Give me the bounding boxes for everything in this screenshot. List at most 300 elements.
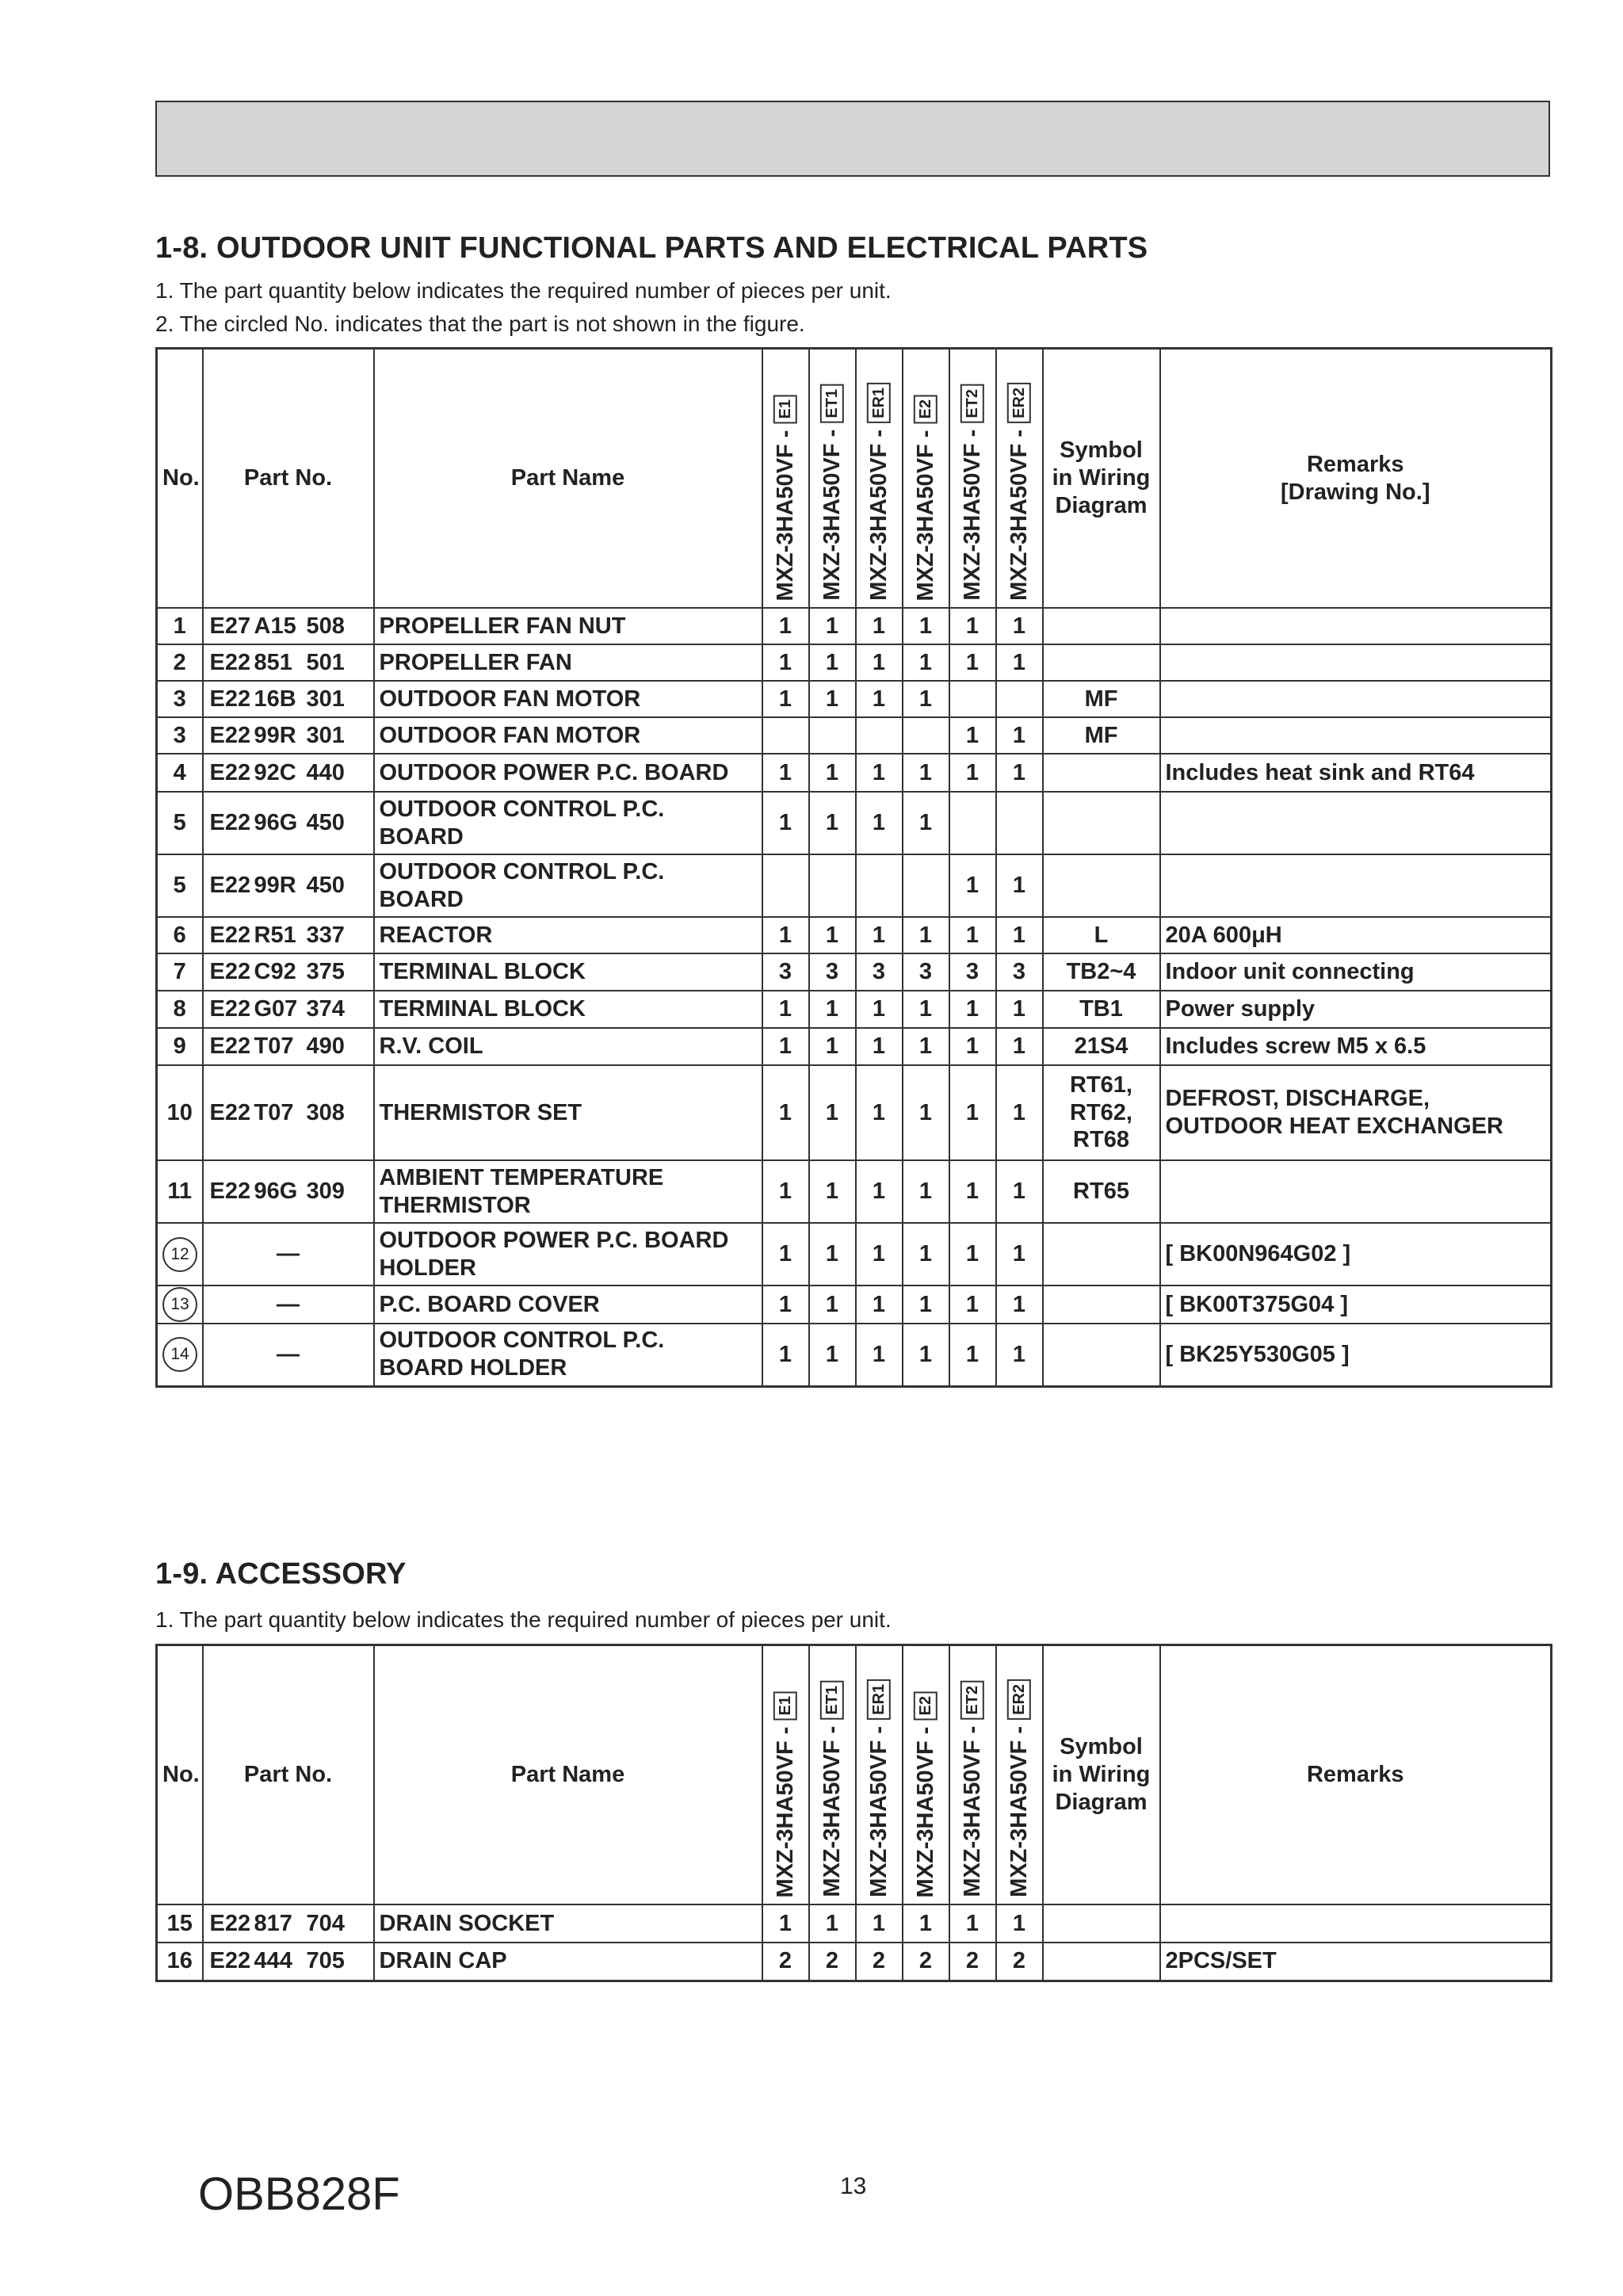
header-row — [157, 349, 1552, 609]
row-qty-e1: 1 — [762, 681, 809, 717]
header-model-er2 — [996, 1645, 1043, 1905]
part-no-segment: E22 — [209, 1099, 251, 1125]
part-no-segment: E22 — [209, 996, 251, 1022]
row-qty-et2: 1 — [949, 1065, 996, 1160]
row-qty-e1: 2 — [762, 1943, 809, 1981]
row-qty-et2: 1 — [949, 991, 996, 1028]
row-remarks — [1160, 1943, 1552, 1981]
row-qty-e1: 1 — [762, 1160, 809, 1223]
row-qty-er2 — [996, 792, 1043, 854]
row-symbol — [1043, 754, 1160, 792]
row-qty-er2: 1 — [996, 608, 1043, 644]
row-qty-er2: 1 — [996, 1904, 1043, 1943]
row-part-name — [374, 717, 762, 754]
part-no-segment: 99R — [254, 873, 296, 899]
table-row — [157, 754, 1552, 792]
row-symbol — [1043, 681, 1160, 717]
circled-number: 12 — [162, 1237, 197, 1272]
row-qty-er1: 1 — [856, 991, 903, 1028]
row-symbol — [1043, 1904, 1160, 1943]
header-no: No. — [157, 349, 203, 609]
part-no-segment: E22 — [209, 959, 251, 985]
functional-parts-table — [155, 347, 1552, 1388]
row-part-no: — — [203, 1324, 374, 1386]
row-qty-et1 — [809, 854, 856, 917]
model-suffix-box: E2 — [914, 395, 938, 423]
model-label — [857, 1646, 902, 1904]
row-qty-e1: 1 — [762, 1904, 809, 1943]
row-qty-er1: 1 — [856, 608, 903, 644]
row-qty-e2: 1 — [903, 1223, 949, 1286]
header-part-name: Part Name — [374, 349, 762, 609]
row-qty-et2: 1 — [949, 1160, 996, 1223]
part-no-segment: 337 — [306, 922, 345, 948]
header-model-e1 — [762, 349, 809, 609]
model-prefix: MXZ-3HA50VF - — [912, 1720, 938, 1897]
model-suffix-box: ET1 — [820, 1681, 844, 1720]
model-label — [763, 1646, 808, 1904]
row-qty-er1 — [856, 854, 903, 917]
model-label — [857, 350, 902, 607]
row-part-no — [203, 854, 374, 917]
row-qty-e1: 1 — [762, 1286, 809, 1324]
header-remarks — [1160, 349, 1552, 609]
model-suffix-box: ER2 — [1007, 383, 1031, 423]
row-qty-et2: 1 — [949, 608, 996, 644]
row-no: 6 — [157, 917, 203, 953]
table-row — [157, 681, 1552, 717]
header-model-et2 — [949, 1645, 996, 1905]
row-qty-er2: 1 — [996, 717, 1043, 754]
row-remarks — [1160, 1065, 1552, 1160]
row-part-name — [374, 1943, 762, 1981]
row-qty-e1: 1 — [762, 608, 809, 644]
row-remarks — [1160, 1286, 1552, 1324]
row-qty-et2: 1 — [949, 754, 996, 792]
model-label — [950, 350, 995, 607]
table-row — [157, 717, 1552, 754]
row-qty-e2: 1 — [903, 1324, 949, 1386]
remarks-line: Includes heat sink and RT64 — [1165, 759, 1475, 785]
model-suffix-box: E1 — [773, 1691, 797, 1720]
row-remarks — [1160, 1028, 1552, 1065]
part-name-line: TERMINAL BLOCK — [379, 996, 586, 1022]
header-part-no: Part No. — [203, 1645, 374, 1905]
header-model-e2 — [903, 1645, 949, 1905]
circled-number: 13 — [162, 1287, 197, 1322]
symbol-line: RT61, — [1070, 1072, 1132, 1098]
remarks-line: Includes screw M5 x 6.5 — [1165, 1033, 1426, 1060]
part-no-segment: 444 — [254, 1948, 292, 1974]
row-part-no — [203, 717, 374, 754]
row-part-no — [203, 681, 374, 717]
header-banner — [155, 101, 1550, 177]
row-part-name — [374, 1904, 762, 1943]
table-row — [157, 917, 1552, 953]
row-qty-er1: 1 — [856, 644, 903, 681]
remarks-line: Indoor unit connecting — [1165, 959, 1415, 985]
row-qty-et1: 1 — [809, 754, 856, 792]
part-no-segment: 508 — [306, 613, 345, 639]
row-remarks — [1160, 1223, 1552, 1286]
header-model-er2 — [996, 349, 1043, 609]
row-qty-e2 — [903, 717, 949, 754]
part-no-segment: 308 — [306, 1099, 345, 1125]
row-part-name — [374, 1223, 762, 1286]
row-no: 3 — [157, 681, 203, 717]
row-remarks — [1160, 681, 1552, 717]
row-qty-et2: 1 — [949, 854, 996, 917]
row-qty-e1 — [762, 717, 809, 754]
note-quantity: 1. The part quantity below indicates the required number of pieces per unit. — [155, 278, 892, 303]
row-qty-er1: 1 — [856, 754, 903, 792]
row-symbol — [1043, 1223, 1160, 1286]
row-qty-e1: 1 — [762, 1065, 809, 1160]
row-no: 9 — [157, 1028, 203, 1065]
row-qty-er2: 2 — [996, 1943, 1043, 1981]
row-qty-e2: 3 — [903, 953, 949, 991]
model-name — [959, 369, 987, 607]
part-no-segment: E22 — [209, 1948, 251, 1974]
part-name-line: BOARD HOLDER — [379, 1355, 567, 1381]
row-qty-er2: 1 — [996, 1028, 1043, 1065]
part-no-segment: 374 — [306, 996, 345, 1022]
part-name-line: TERMINAL BLOCK — [379, 959, 586, 985]
part-no-segment: 99R — [254, 722, 296, 748]
part-name-line: AMBIENT TEMPERATURE — [379, 1164, 664, 1190]
row-qty-er1: 3 — [856, 953, 903, 991]
part-name-line: PROPELLER FAN NUT — [379, 613, 626, 639]
row-qty-et2 — [949, 792, 996, 854]
row-remarks — [1160, 644, 1552, 681]
part-name-line: OUTDOOR CONTROL P.C. — [379, 858, 665, 884]
header-remarks-line: [Drawing No.] — [1281, 479, 1430, 505]
header-symbol-line: in Wiring — [1052, 465, 1151, 491]
row-qty-et2: 1 — [949, 1324, 996, 1386]
row-qty-er1: 2 — [856, 1943, 903, 1981]
remarks-line: [ BK00N964G02 ] — [1165, 1241, 1351, 1267]
table-row — [157, 1943, 1552, 1981]
part-no-segment: 450 — [306, 810, 345, 836]
symbol-line: RT62, — [1070, 1099, 1132, 1125]
row-part-name — [374, 917, 762, 953]
row-qty-et2: 1 — [949, 644, 996, 681]
row-remarks — [1160, 854, 1552, 917]
header-model-et1 — [809, 1645, 856, 1905]
part-no-segment: E22 — [209, 1179, 251, 1205]
table-row — [157, 1904, 1552, 1943]
row-no: 15 — [157, 1904, 203, 1943]
row-qty-e1: 3 — [762, 953, 809, 991]
table-row — [157, 792, 1552, 854]
row-part-no — [203, 991, 374, 1028]
remarks-line: [ BK25Y530G05 ] — [1165, 1341, 1350, 1367]
part-no-segment: 301 — [306, 686, 345, 712]
row-part-name — [374, 1028, 762, 1065]
part-no-segment: 450 — [306, 873, 345, 899]
row-part-no — [203, 1943, 374, 1981]
part-name-line: OUTDOOR FAN MOTOR — [379, 722, 641, 748]
model-name — [819, 1665, 846, 1904]
part-no-segment: 705 — [306, 1948, 345, 1974]
part-no-segment: T07 — [254, 1099, 294, 1125]
row-remarks — [1160, 1904, 1552, 1943]
row-part-name — [374, 1324, 762, 1386]
row-qty-er1: 1 — [856, 1286, 903, 1324]
model-label — [810, 1646, 855, 1904]
row-qty-e2: 1 — [903, 1160, 949, 1223]
table-row — [157, 1160, 1552, 1223]
model-name — [912, 1675, 940, 1904]
symbol-line: TB1 — [1079, 996, 1123, 1022]
section-title-functional-parts: 1-8. OUTDOOR UNIT FUNCTIONAL PARTS AND ELECTRICAL PARTS — [155, 231, 1148, 265]
model-name — [1006, 1664, 1033, 1904]
row-symbol — [1043, 1065, 1160, 1160]
model-name — [959, 1665, 987, 1904]
model-name — [1006, 367, 1033, 607]
row-qty-er2: 1 — [996, 854, 1043, 917]
model-suffix-box: ET2 — [960, 384, 984, 423]
row-part-no — [203, 1065, 374, 1160]
row-no: 3 — [157, 717, 203, 754]
table-row — [157, 608, 1552, 644]
model-name — [819, 369, 846, 607]
row-qty-er1: 1 — [856, 917, 903, 953]
table-row — [157, 1286, 1552, 1324]
row-symbol — [1043, 1160, 1160, 1223]
row-qty-et2: 1 — [949, 1286, 996, 1324]
row-symbol — [1043, 917, 1160, 953]
row-remarks — [1160, 608, 1552, 644]
row-remarks — [1160, 754, 1552, 792]
part-name-line: BOARD — [379, 886, 464, 912]
row-qty-e2 — [903, 854, 949, 917]
table-row — [157, 644, 1552, 681]
model-prefix: MXZ-3HA50VF - — [865, 1720, 892, 1897]
part-no-segment: R51 — [254, 922, 296, 948]
table-row — [157, 1223, 1552, 1286]
row-qty-e1: 1 — [762, 917, 809, 953]
model-prefix: MXZ-3HA50VF - — [959, 1720, 985, 1897]
model-prefix: MXZ-3HA50VF - — [819, 1720, 845, 1897]
row-qty-e2: 1 — [903, 991, 949, 1028]
table-row — [157, 1324, 1552, 1386]
part-name-line: THERMISTOR — [379, 1192, 531, 1218]
row-qty-et1: 1 — [809, 1286, 856, 1324]
part-no-segment: E22 — [209, 759, 251, 785]
row-part-name — [374, 644, 762, 681]
row-no: 11 — [157, 1160, 203, 1223]
row-part-no: — — [203, 1286, 374, 1324]
header-model-e2 — [903, 349, 949, 609]
row-qty-er2: 3 — [996, 953, 1043, 991]
model-name — [865, 1664, 893, 1904]
part-no-segment: C92 — [254, 959, 296, 985]
symbol-line: 21S4 — [1074, 1033, 1128, 1060]
header-remarks — [1160, 1645, 1552, 1905]
model-suffix-box: E2 — [914, 1691, 938, 1720]
row-qty-er2: 1 — [996, 754, 1043, 792]
part-no-segment: E22 — [209, 649, 251, 675]
header-model-et2 — [949, 349, 996, 609]
row-symbol — [1043, 991, 1160, 1028]
row-part-name — [374, 608, 762, 644]
row-no — [157, 1324, 203, 1386]
remarks-line: DEFROST, DISCHARGE, — [1165, 1086, 1430, 1112]
remarks-line: [ BK00T375G04 ] — [1165, 1291, 1348, 1317]
header-row — [157, 1645, 1552, 1905]
row-qty-er2: 1 — [996, 1324, 1043, 1386]
part-no-segment: E27 — [209, 613, 251, 639]
circled-number: 14 — [162, 1337, 197, 1372]
model-label — [997, 1646, 1042, 1904]
row-qty-er1: 1 — [856, 1160, 903, 1223]
row-qty-et2: 2 — [949, 1943, 996, 1981]
model-suffix-box: ER1 — [867, 383, 891, 423]
row-part-no — [203, 1160, 374, 1223]
row-qty-er2: 1 — [996, 1223, 1043, 1286]
part-no-segment: 16B — [254, 686, 296, 712]
row-qty-e1: 1 — [762, 991, 809, 1028]
row-qty-er1: 1 — [856, 1324, 903, 1386]
remarks-line: Power supply — [1165, 996, 1316, 1022]
row-qty-er2 — [996, 681, 1043, 717]
header-remarks-line: Remarks — [1306, 1762, 1404, 1788]
accessory-table — [155, 1644, 1552, 1982]
row-no: 5 — [157, 854, 203, 917]
row-part-no — [203, 608, 374, 644]
part-name-line: THERMISTOR SET — [379, 1099, 582, 1125]
row-qty-e1: 1 — [762, 1028, 809, 1065]
model-suffix-box: ER2 — [1007, 1679, 1031, 1720]
model-label — [903, 1646, 949, 1904]
part-name-line: OUTDOOR CONTROL P.C. — [379, 1328, 665, 1354]
row-part-name — [374, 854, 762, 917]
symbol-line: RT65 — [1073, 1179, 1129, 1205]
part-no-segment: G07 — [254, 996, 298, 1022]
model-label — [997, 350, 1042, 607]
row-qty-e2: 1 — [903, 1904, 949, 1943]
header-symbol-line: Symbol — [1060, 437, 1143, 464]
header-symbol-line: in Wiring — [1052, 1762, 1151, 1788]
row-qty-e1: 1 — [762, 1223, 809, 1286]
row-qty-e2: 1 — [903, 608, 949, 644]
model-name — [772, 1675, 800, 1904]
row-qty-et1: 1 — [809, 608, 856, 644]
row-qty-e2: 1 — [903, 917, 949, 953]
row-qty-et2: 1 — [949, 917, 996, 953]
row-qty-et1: 1 — [809, 1160, 856, 1223]
header-symbol-line: Symbol — [1060, 1734, 1143, 1760]
part-name-line: HOLDER — [379, 1255, 476, 1281]
model-prefix: MXZ-3HA50VF - — [959, 423, 985, 601]
row-symbol — [1043, 953, 1160, 991]
row-qty-e1: 1 — [762, 792, 809, 854]
header-symbol — [1043, 1645, 1160, 1905]
row-no: 5 — [157, 792, 203, 854]
part-name-line: OUTDOOR POWER P.C. BOARD — [379, 1227, 729, 1253]
row-part-name — [374, 953, 762, 991]
note-circled: 2. The circled No. indicates that the part is not shown in the figure. — [155, 311, 805, 336]
part-no-segment: E22 — [209, 686, 251, 712]
row-part-no: — — [203, 1223, 374, 1286]
part-name-line: P.C. BOARD COVER — [379, 1291, 600, 1317]
row-no: 8 — [157, 991, 203, 1028]
part-no-segment: 92C — [254, 759, 296, 785]
part-name-line: OUTDOOR CONTROL P.C. — [379, 796, 665, 822]
model-label — [903, 350, 949, 607]
row-no: 16 — [157, 1943, 203, 1981]
row-symbol — [1043, 854, 1160, 917]
row-part-no — [203, 1904, 374, 1943]
part-no-segment: T07 — [254, 1033, 294, 1060]
row-part-no — [203, 953, 374, 991]
model-suffix-box: ET1 — [820, 384, 844, 423]
header-no: No. — [157, 1645, 203, 1905]
row-part-name — [374, 754, 762, 792]
row-qty-et1: 1 — [809, 1904, 856, 1943]
model-name — [865, 367, 893, 607]
model-prefix: MXZ-3HA50VF - — [1006, 423, 1032, 601]
model-prefix: MXZ-3HA50VF - — [1006, 1720, 1032, 1897]
table-row — [157, 854, 1552, 917]
part-name-line: DRAIN SOCKET — [379, 1910, 555, 1936]
symbol-line: TB2~4 — [1066, 959, 1136, 985]
symbol-line: MF — [1084, 686, 1118, 712]
part-name-line: REACTOR — [379, 922, 493, 948]
model-label — [763, 350, 808, 607]
row-qty-et1: 1 — [809, 1028, 856, 1065]
row-part-no — [203, 792, 374, 854]
row-qty-er1 — [856, 717, 903, 754]
row-qty-e1: 1 — [762, 1324, 809, 1386]
row-no: 4 — [157, 754, 203, 792]
row-part-no — [203, 1028, 374, 1065]
model-prefix: MXZ-3HA50VF - — [772, 423, 798, 601]
note-accessory-quantity: 1. The part quantity below indicates the required number of pieces per unit. — [155, 1607, 892, 1632]
row-qty-et1: 1 — [809, 644, 856, 681]
row-qty-er1: 1 — [856, 792, 903, 854]
row-qty-et1: 1 — [809, 1065, 856, 1160]
row-qty-et1: 1 — [809, 991, 856, 1028]
part-no-segment: A15 — [254, 613, 296, 639]
row-qty-er1: 1 — [856, 1065, 903, 1160]
header-model-er1 — [856, 1645, 903, 1905]
row-qty-e2: 2 — [903, 1943, 949, 1981]
model-prefix: MXZ-3HA50VF - — [819, 423, 845, 601]
model-prefix: MXZ-3HA50VF - — [772, 1720, 798, 1897]
row-qty-er1: 1 — [856, 1904, 903, 1943]
row-remarks — [1160, 991, 1552, 1028]
header-model-et1 — [809, 349, 856, 609]
row-qty-e1: 1 — [762, 644, 809, 681]
part-name-line: OUTDOOR POWER P.C. BOARD — [379, 759, 729, 785]
row-qty-et1: 1 — [809, 1223, 856, 1286]
row-qty-et1: 2 — [809, 1943, 856, 1981]
part-no-segment: 440 — [306, 759, 345, 785]
row-qty-et1: 1 — [809, 917, 856, 953]
row-remarks — [1160, 792, 1552, 854]
row-qty-et1: 3 — [809, 953, 856, 991]
row-qty-e2: 1 — [903, 792, 949, 854]
row-symbol — [1043, 608, 1160, 644]
row-part-name — [374, 792, 762, 854]
table-row — [157, 1028, 1552, 1065]
row-remarks — [1160, 917, 1552, 953]
remarks-line: OUTDOOR HEAT EXCHANGER — [1165, 1114, 1503, 1139]
page-number: 13 — [840, 2173, 867, 2199]
part-no-segment: 501 — [306, 649, 345, 675]
